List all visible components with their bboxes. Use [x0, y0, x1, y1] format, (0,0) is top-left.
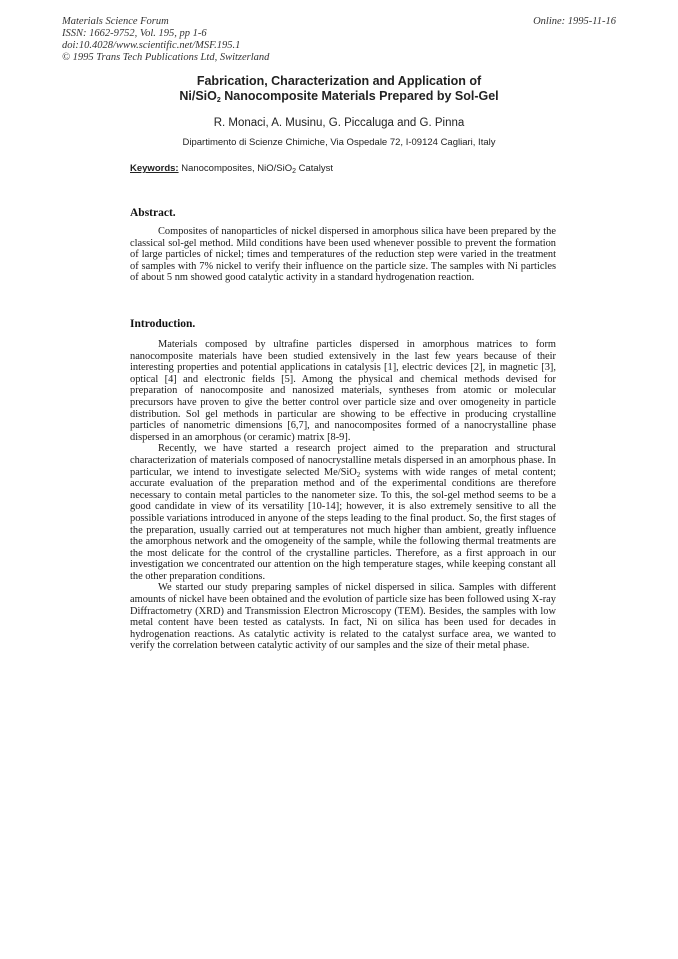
online-date: Online: 1995-11-16 — [533, 16, 616, 27]
keywords-text: Catalyst — [296, 163, 333, 174]
intro-paragraph-1: Materials composed by ultrafine particles dispersed in amorphous matrices to form nanocomposite materials have been studied extensively in the last few years because of their interesting properties and potential applications in catalysis [1], electric devices [2], in magnetic [3], optical [4] and electronic fields [5]. Among the physical and chemical methods devised for preparation of nanocomposite and nanosized materials, syntheses from atomic or molecular precursors have proven to give the better control over particle size and over omogeneity in particle distribution. Sol gel methods in particular are showing to be effective in producing crystalline particles of nanometric dimensions [6,7], and nanocomposites formed of a nanocrystalline phase dispersed in an amorphous (or ceramic) matrix [8-9]. — [130, 339, 556, 443]
keywords-subscript: 2 — [292, 168, 296, 175]
abstract-heading: Abstract. — [130, 207, 176, 219]
journal-copyright: © 1995 Trans Tech Publications Ltd, Switzerland — [62, 52, 270, 63]
introduction-body — [130, 339, 556, 652]
title-line-2 — [0, 89, 678, 104]
keywords-text: Nanocomposites, NiO/SiO — [178, 163, 293, 174]
paper-title — [0, 74, 678, 104]
journal-issn: ISSN: 1662-9752, Vol. 195, pp 1-6 — [62, 28, 207, 39]
journal-name: Materials Science Forum — [62, 16, 169, 27]
intro-text: Recently, we have started a research project aimed to the preparation and structural characterization of materials composed of nanocrystalline metals dispersed in an amorphous phase. In particular, we intend to investigate selected Me/SiO — [130, 443, 556, 478]
intro-text: systems with wide ranges of metal content; accurate evaluation of the preparation method and of the experimental conditions are therefore necessary to contain metal particles to the nanometer size. To this, the sol-gel method seems to be a good candidate in view of its versatility [10-14]; however, it is also extremely sensitive to all the possible variations introduced in anyone of the steps leading to the final product. So, the first stages of the preparation, usually carried out at temperatures not much higher than ambient, greatly influence the amorphous network and the omogeneity of the sample, while the following thermal treatments are the most delicate for the control of the crystalline particles. Therefore, as a first approach in our investigation we concentrated our attention on the high temperature stages, while keeping constant all the other preparation conditions. — [130, 466, 556, 582]
keywords — [130, 163, 333, 174]
title-text: Nanocomposite Materials Prepared by Sol-Gel — [220, 89, 499, 103]
abstract-paragraph: Composites of nanoparticles of nickel dispersed in amorphous silica have been prepared by the classical sol-gel method. Mild conditions have been used whenever possible to prevent the formation of large particles of nickel; times and temperatures of the reduction step were varied in the treatment of samples with 7% nickel to verify their influence on the particle size. The samples with Ni particles of about 5 nm showed good catalytic activity in a standard hydrogenation reaction. — [130, 226, 556, 284]
intro-subscript: 2 — [356, 470, 361, 479]
intro-paragraph-2 — [130, 443, 556, 582]
abstract-body — [130, 226, 556, 284]
introduction-heading: Introduction. — [130, 318, 196, 330]
keywords-label: Keywords: — [130, 163, 179, 174]
title-subscript: 2 — [216, 97, 221, 104]
affiliation: Dipartimento di Scienze Chimiche, Via Ospedale 72, I-09124 Cagliari, Italy — [182, 137, 496, 148]
journal-doi: doi:10.4028/www.scientific.net/MSF.195.1 — [62, 40, 241, 51]
intro-paragraph-3: We started our study preparing samples of nickel dispersed in silica. Samples with different amounts of nickel have been obtained and the evolution of particle size has been followed using X-ray Diffractometry (XRD) and Transmission Electron Microscopy (TEM). Besides, the samples with low metal content have been tested as catalysts. In fact, Ni on silica has been used for decades in hydrogenation reactions. As catalytic activity is related to the catalyst surface area, we wanted to verify the correlation between catalytic activity of our samples and the size of their metal phase. — [130, 582, 556, 652]
title-line-1: Fabrication, Characterization and Application of — [196, 74, 482, 88]
title-text: Ni/SiO — [179, 89, 217, 103]
author-list: R. Monaci, A. Musinu, G. Piccaluga and G. Pinna — [213, 117, 465, 129]
journal-info — [62, 16, 269, 64]
